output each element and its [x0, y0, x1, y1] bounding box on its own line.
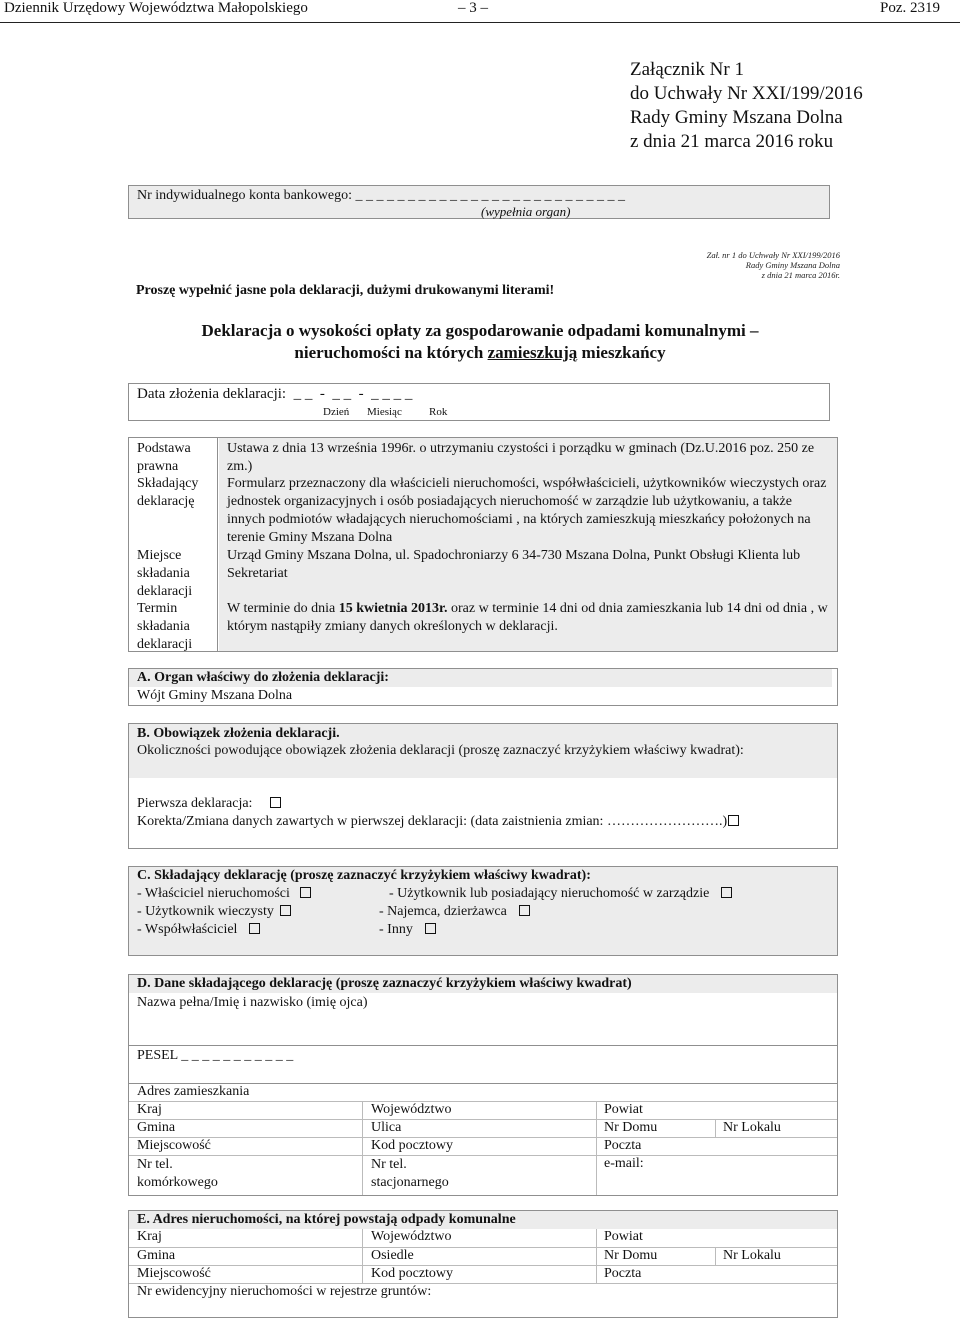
d-house-number-field[interactable]: Nr Domu — [604, 1120, 658, 1135]
first-declaration-option[interactable] — [137, 796, 281, 812]
d-grid-h4 — [129, 1155, 837, 1156]
tenant-option[interactable] — [379, 904, 530, 920]
month-caption: Miesiąc — [367, 406, 402, 418]
perpetual-user-option[interactable] — [137, 904, 291, 920]
e-estate-field[interactable]: Osiedle — [371, 1248, 414, 1263]
annex-stamp — [680, 250, 840, 280]
info-label-deadline: Termin składania deklaracji — [137, 601, 193, 652]
owner-checkbox[interactable] — [300, 887, 311, 898]
e-grid-v3 — [715, 1247, 716, 1265]
annex-line-3: Rady Gminy Mszana Dolna — [630, 107, 843, 128]
other-checkbox[interactable] — [425, 923, 436, 934]
position-number: Poz. 2319 — [880, 0, 940, 16]
section-e-title: E. Adres nieruchomości, na której powstają odpady komunalne — [137, 1212, 516, 1227]
section-a — [128, 668, 838, 706]
bank-account-box — [128, 185, 830, 219]
e-country-field[interactable]: Kraj — [137, 1229, 162, 1244]
deadline-date: 15 kwietnia 2013r. — [338, 601, 448, 616]
e-house-number-field[interactable]: Nr Domu — [604, 1248, 658, 1263]
title-line-2-pre: nieruchomości na których — [294, 343, 488, 362]
correction-option[interactable] — [137, 814, 739, 830]
section-b — [128, 723, 838, 849]
bank-account-label: Nr indywidualnego konta bankowego: _ _ _ _ _ _ _ _ _ _ _ _ _ _ _ _ _ _ _ _ _ _ _ _ _ _ — [137, 188, 626, 203]
d-county-field[interactable]: Powiat — [604, 1102, 643, 1117]
other-option[interactable] — [379, 922, 436, 938]
pesel-field[interactable]: PESEL _ _ _ _ _ _ _ _ _ _ _ — [137, 1048, 294, 1063]
tenant-label: - Najemca, dzierżawca — [379, 904, 507, 919]
section-b-title: B. Obowiązek złożenia deklaracji. — [137, 726, 340, 741]
declaration-title — [0, 320, 960, 364]
section-b-subtitle: Okoliczności powodujące obowiązek złożenia deklaracji (proszę zaznaczyć krzyżykiem właściwy kwadrat): — [137, 743, 744, 758]
d-country-field[interactable]: Kraj — [137, 1102, 162, 1117]
deadline-pre: W terminie do dnia — [227, 601, 339, 616]
e-postcode-field[interactable]: Kod pocztowy — [371, 1266, 454, 1281]
section-c-title: C. Składający deklarację (proszę zaznaczyć krzyżykiem właściwy kwadrat): — [137, 868, 591, 883]
co-owner-option[interactable] — [137, 922, 260, 938]
d-voivodeship-field[interactable]: Województwo — [371, 1102, 452, 1117]
d-grid-h1 — [129, 1101, 837, 1102]
year-caption: Rok — [429, 406, 448, 418]
title-line-2-post: mieszkańcy — [577, 343, 666, 362]
info-label-submitter: Składający deklarację — [137, 476, 199, 509]
e-grid-v1 — [362, 1229, 363, 1283]
annex-block — [630, 58, 863, 154]
d-grid-v3 — [715, 1119, 716, 1137]
d-commune-field[interactable]: Gmina — [137, 1120, 176, 1135]
section-a-title: A. Organ właściwy do złożenia deklaracji: — [137, 670, 389, 685]
full-name-field[interactable]: Nazwa pełna/Imię i nazwisko (imię ojca) — [137, 995, 368, 1010]
d-grid-h2 — [129, 1119, 837, 1120]
info-label-legal-basis: Podstawa prawna — [137, 441, 191, 474]
d-grid-h3 — [129, 1137, 837, 1138]
e-land-register-field[interactable]: Nr ewidencyjny nieruchomości w rejestrze gruntów: — [137, 1284, 432, 1299]
d-street-field[interactable]: Ulica — [371, 1120, 402, 1135]
header-rule — [0, 22, 960, 23]
e-commune-field[interactable]: Gmina — [137, 1248, 176, 1263]
submission-date-label[interactable]: Data złożenia deklaracji: _ _ - _ _ - _ _ _ _ — [137, 386, 413, 402]
day-caption: Dzień — [323, 406, 350, 418]
e-grid-h3 — [129, 1283, 837, 1284]
section-a-value: Wójt Gminy Mszana Dolna — [137, 688, 293, 703]
landline-label-1: Nr tel. — [371, 1157, 407, 1172]
title-line-1: Deklaracja o wysokości opłaty za gospodarowanie odpadami komunalnymi – — [201, 321, 759, 340]
e-grid-h2 — [129, 1265, 837, 1266]
manager-checkbox[interactable] — [721, 887, 732, 898]
d-flat-number-field[interactable]: Nr Lokalu — [723, 1120, 781, 1135]
bank-account-note: (wypełnia organ) — [481, 204, 571, 219]
owner-label: - Właściciel nieruchomości — [137, 886, 290, 901]
correction-label: Korekta/Zmiana danych zawartych w pierwszej deklaracji: (data zaistnienia zmian: …………………….) — [137, 814, 728, 829]
tenant-checkbox[interactable] — [519, 905, 530, 916]
perpetual-user-checkbox[interactable] — [280, 905, 291, 916]
co-owner-checkbox[interactable] — [249, 923, 260, 934]
stamp-line-1: Zał. nr 1 do Uchwały Nr XXI/199/2016 — [706, 250, 840, 260]
d-locality-field[interactable]: Miejscowość — [137, 1138, 211, 1153]
manager-option[interactable] — [389, 886, 732, 902]
info-text-submitter: Formularz przeznaczony dla właścicieli nieruchomości, współwłaścicieli, użytkowników wieczystych oraz jednostek organizacyjnych i osób posiadających nieruchomość w zarządzie lub użytkowaniu, a także innych podmiotów władających nieruchomościami , na których zamieszkują mieszkańcy położonych na terenie Gminy Mszana Dolna — [227, 476, 827, 545]
title-line-2 — [0, 342, 960, 364]
address-heading: Adres zamieszkania — [137, 1084, 250, 1099]
annex-line-2: do Uchwały Nr XXI/199/2016 — [630, 83, 863, 104]
info-text-legal-basis: Ustawa z dnia 13 września 1996r. o utrzymaniu czystości i porządku w gminach (Dz.U.2016 poz. 250 ze zm.) — [227, 441, 815, 474]
correction-checkbox[interactable] — [728, 815, 739, 826]
section-c — [128, 866, 838, 956]
d-grid-v2 — [596, 1101, 597, 1195]
section-d — [128, 974, 838, 1196]
info-table — [128, 437, 838, 652]
stamp-line-2: Rady Gminy Mszana Dolna — [745, 260, 840, 270]
e-flat-number-field[interactable]: Nr Lokalu — [723, 1248, 781, 1263]
submission-date-box — [128, 383, 830, 421]
first-declaration-checkbox[interactable] — [270, 797, 281, 808]
d-grid-v1 — [362, 1101, 363, 1195]
first-declaration-label: Pierwsza deklaracja: — [137, 796, 253, 811]
d-post-office-field[interactable]: Poczta — [604, 1138, 642, 1153]
d-email-field[interactable]: e-mail: — [604, 1156, 644, 1171]
d-landline-field[interactable] — [371, 1156, 449, 1192]
d-postcode-field[interactable]: Kod pocztowy — [371, 1138, 454, 1153]
co-owner-label: - Współwłaściciel — [137, 922, 238, 937]
section-d-title: D. Dane składającego deklarację (proszę zaznaczyć krzyżykiem właściwy kwadrat) — [137, 976, 632, 991]
info-text-deadline — [227, 600, 831, 636]
e-post-office-field[interactable]: Poczta — [604, 1266, 642, 1281]
manager-label: - Użytkownik lub posiadający nieruchomość w zarządzie — [389, 886, 710, 901]
fill-instruction: Proszę wypełnić jasne pola deklaracji, dużymi drukowanymi literami! — [136, 283, 555, 298]
landline-label-2: stacjonarnego — [371, 1175, 449, 1190]
section-e — [128, 1210, 838, 1318]
mobile-label-1: Nr tel. — [137, 1157, 173, 1172]
d-divider-1 — [129, 1045, 837, 1046]
title-line-2-underlined: zamieszkują — [487, 343, 578, 362]
e-grid-h1 — [129, 1247, 837, 1248]
perpetual-user-label: - Użytkownik wieczysty — [137, 904, 274, 919]
e-county-field[interactable]: Powiat — [604, 1229, 643, 1244]
stamp-line-3: z dnia 21 marca 2016r. — [761, 270, 840, 280]
annex-line-1: Załącznik Nr 1 — [630, 59, 744, 80]
e-locality-field[interactable]: Miejscowość — [137, 1266, 211, 1281]
deadline-post: oraz w terminie 14 dni od dnia zamieszkania lub 14 dni od dnia , w którym nastąpiły zmiany danych określonych w deklaracji. — [227, 601, 828, 634]
e-grid-v2 — [596, 1229, 597, 1283]
mobile-label-2: komórkowego — [137, 1175, 218, 1190]
annex-line-4: z dnia 21 marca 2016 roku — [630, 131, 834, 152]
info-table-divider — [217, 438, 218, 651]
info-text-place: Urząd Gminy Mszana Dolna, ul. Spadochroniarzy 6 34-730 Mszana Dolna, Punkt Obsługi Klienta lub Sekretariat — [227, 548, 801, 581]
owner-option[interactable] — [137, 886, 311, 902]
info-label-place: Miejsce składania deklaracji — [137, 548, 193, 599]
journal-title: Dziennik Urzędowy Województwa Małopolskiego — [4, 0, 308, 16]
page-number: – 3 – — [458, 0, 488, 16]
d-mobile-field[interactable] — [137, 1156, 218, 1192]
other-label: - Inny — [379, 922, 413, 937]
e-voivodeship-field[interactable]: Województwo — [371, 1229, 452, 1244]
